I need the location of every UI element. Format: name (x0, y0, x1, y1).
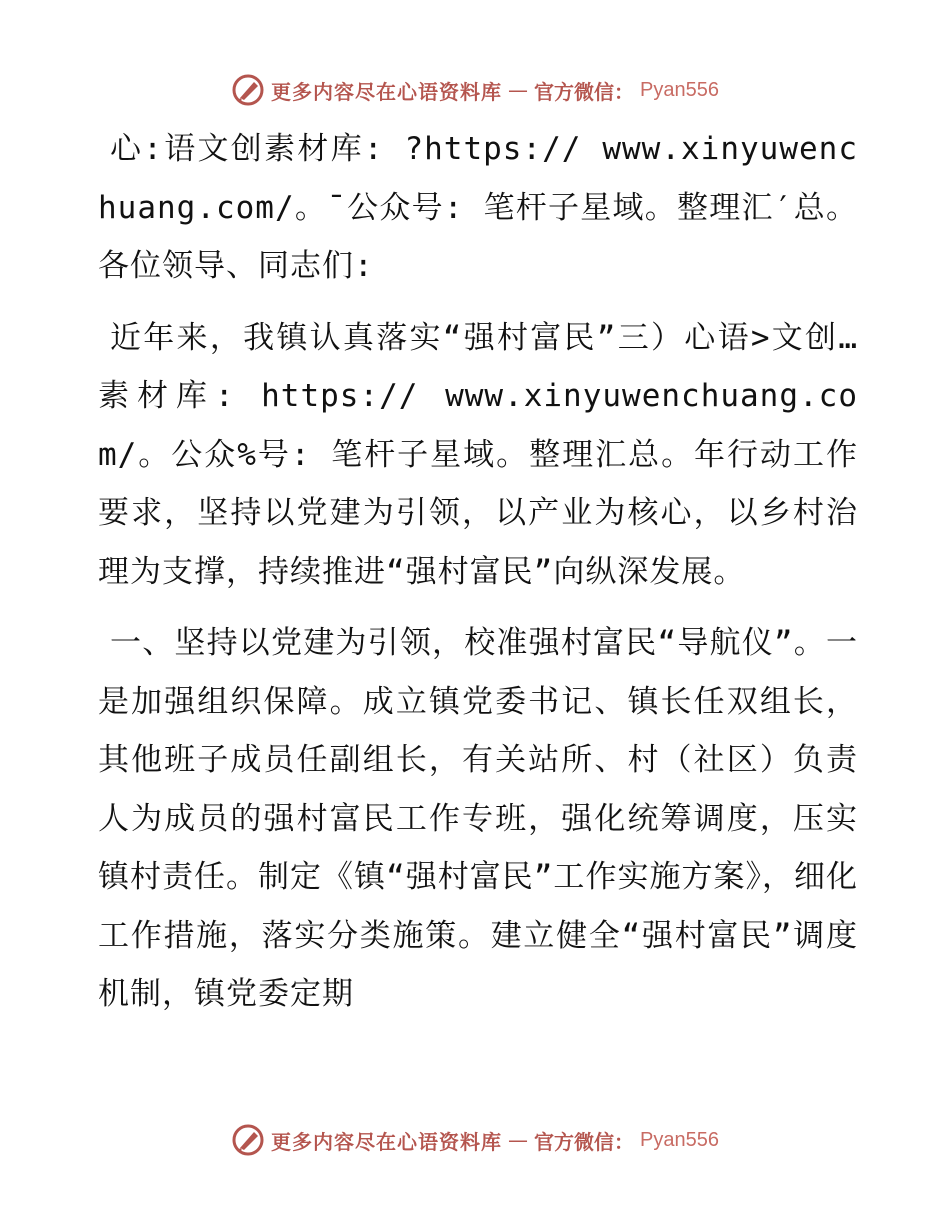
header-watermark-banner (0, 70, 950, 110)
document-body (98, 120, 858, 1024)
paragraph-section-one: 一、坚持以党建为引领，校准强村富民“导航仪”。一是加强组织保障。成立镇党委书记、镇长任双组长，其他班子成员任副组长，有关站所、村（社区）负责人为成员的强村富民工作专班，强化统筹调度，压实镇村责任。制定《镇“强村富民”工作实施方案》，细化工作措施，落实分类施策。建立健全“强村富民”调度机制，镇党委定期 (98, 625, 858, 1012)
banner-wechat-id: Pyan556 (640, 78, 719, 101)
banner-promo-text: 更多内容尽在心语资料库 (271, 1129, 503, 1154)
pen-logo-icon (231, 73, 265, 107)
paragraph-intro: 心:语文创素材库: ?https:// www.xinyuwenchuang.com/。¯公众号: 笔杆子星域。整理汇′总。各位领导、同志们: (98, 131, 858, 284)
banner-dash: — (508, 1128, 529, 1152)
banner-dash: — (508, 78, 529, 102)
pen-logo-icon (231, 1123, 265, 1157)
banner-official-label: 官方微信： (534, 1129, 635, 1154)
banner-wechat-id: Pyan556 (640, 1128, 719, 1151)
banner-promo-text: 更多内容尽在心语资料库 (271, 79, 503, 104)
footer-watermark-banner (0, 1120, 950, 1160)
paragraph-overview: 近年来，我镇认真落实“强村富民”三）心语>文创…素材库: https:// www.xinyuwenchuang.com/。公众%号: 笔杆子星域。整理汇总。年行动工作要求，坚持以党建为引领，以产业为核心，以乡村治理为支撑，持续推进“强村富民”向纵深发展。 (98, 319, 858, 590)
banner-official-label: 官方微信： (534, 79, 635, 104)
